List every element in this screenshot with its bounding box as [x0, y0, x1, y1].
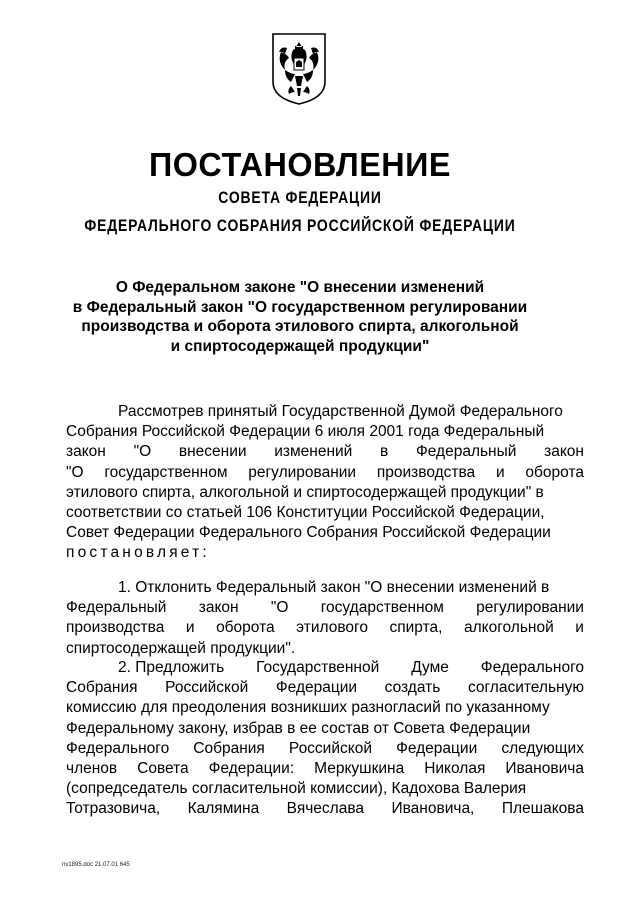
text-line: 1. Отклонить Федеральный закон "О внесении изменений в — [118, 579, 550, 596]
text-line: 2. Предложить Государственной Думе Федерального — [118, 659, 584, 676]
subject-line: и спиртосодержащей продукции" — [170, 337, 430, 355]
coat-of-arms-icon — [269, 32, 329, 106]
text-line: Собрания Российской Федерации 6 июля 2001 года Федеральный — [66, 423, 545, 441]
text-line: спиртосодержащей продукции". — [66, 639, 296, 657]
text-line: членов Совета Федерации: Меркушкина Николая Ивановича — [66, 759, 584, 777]
file-footer: nv1895.doc 21.07.01 645 — [62, 862, 130, 868]
text-line: Федеральному закону, избрав в ее состав от Совета Федерации — [66, 719, 531, 737]
document-subtitle: СОВЕТА ФЕДЕРАЦИИ — [218, 188, 382, 207]
text-line: соответствии со статьей 106 Конституции Российской Федерации, — [66, 503, 545, 521]
text-line: Федеральный закон "О государственном регулировании — [66, 599, 584, 617]
text-line: (сопредседатель согласительной комиссии), Кадохова Валерия — [66, 780, 527, 798]
text-line: комиссию для преодоления возникших разногласий по указанному — [66, 699, 550, 717]
text-line: производства и оборота этилового спирта, алкогольной и — [66, 619, 584, 637]
subject-line: в Федеральный закон "О государственном регулировании — [72, 298, 528, 316]
text-line: Совет Федерации Федерального Собрания Российской Федерации — [66, 524, 551, 542]
text-line: "О государственном регулировании производства и оборота — [66, 463, 584, 481]
document-title: ПОСТАНОВЛЕНИЕ — [149, 146, 451, 183]
resolves-word: постановляет: — [66, 544, 210, 562]
subject-line: О Федеральном законе "О внесении изменений — [115, 279, 485, 296]
item-2-paragraph — [66, 658, 584, 820]
text-line: Рассмотрев принятый Государственной Думой Федерального — [118, 403, 563, 420]
text-line: Федерального Собрания Российской Федерации следующих — [66, 739, 584, 757]
document-subject — [50, 278, 550, 356]
text-line: Тотразовича, Калямина Вячеслава Ивановича, Плешакова — [66, 800, 584, 818]
text-line: этилового спирта, алкогольной и спиртосодержащей продукции" в — [66, 483, 544, 501]
document-organization: ФЕДЕРАЛЬНОГО СОБРАНИЯ РОССИЙСКОЙ ФЕДЕРАЦИИ — [84, 216, 516, 235]
text-line: закон "О внесении изменений в Федеральный закон — [66, 443, 584, 461]
preamble-paragraph — [66, 402, 584, 564]
subject-line: производства и оборота этилового спирта, алкогольной — [81, 318, 519, 335]
item-1-paragraph — [66, 578, 584, 659]
text-line: Собрания Российской Федерации создать согласительную — [66, 679, 584, 697]
